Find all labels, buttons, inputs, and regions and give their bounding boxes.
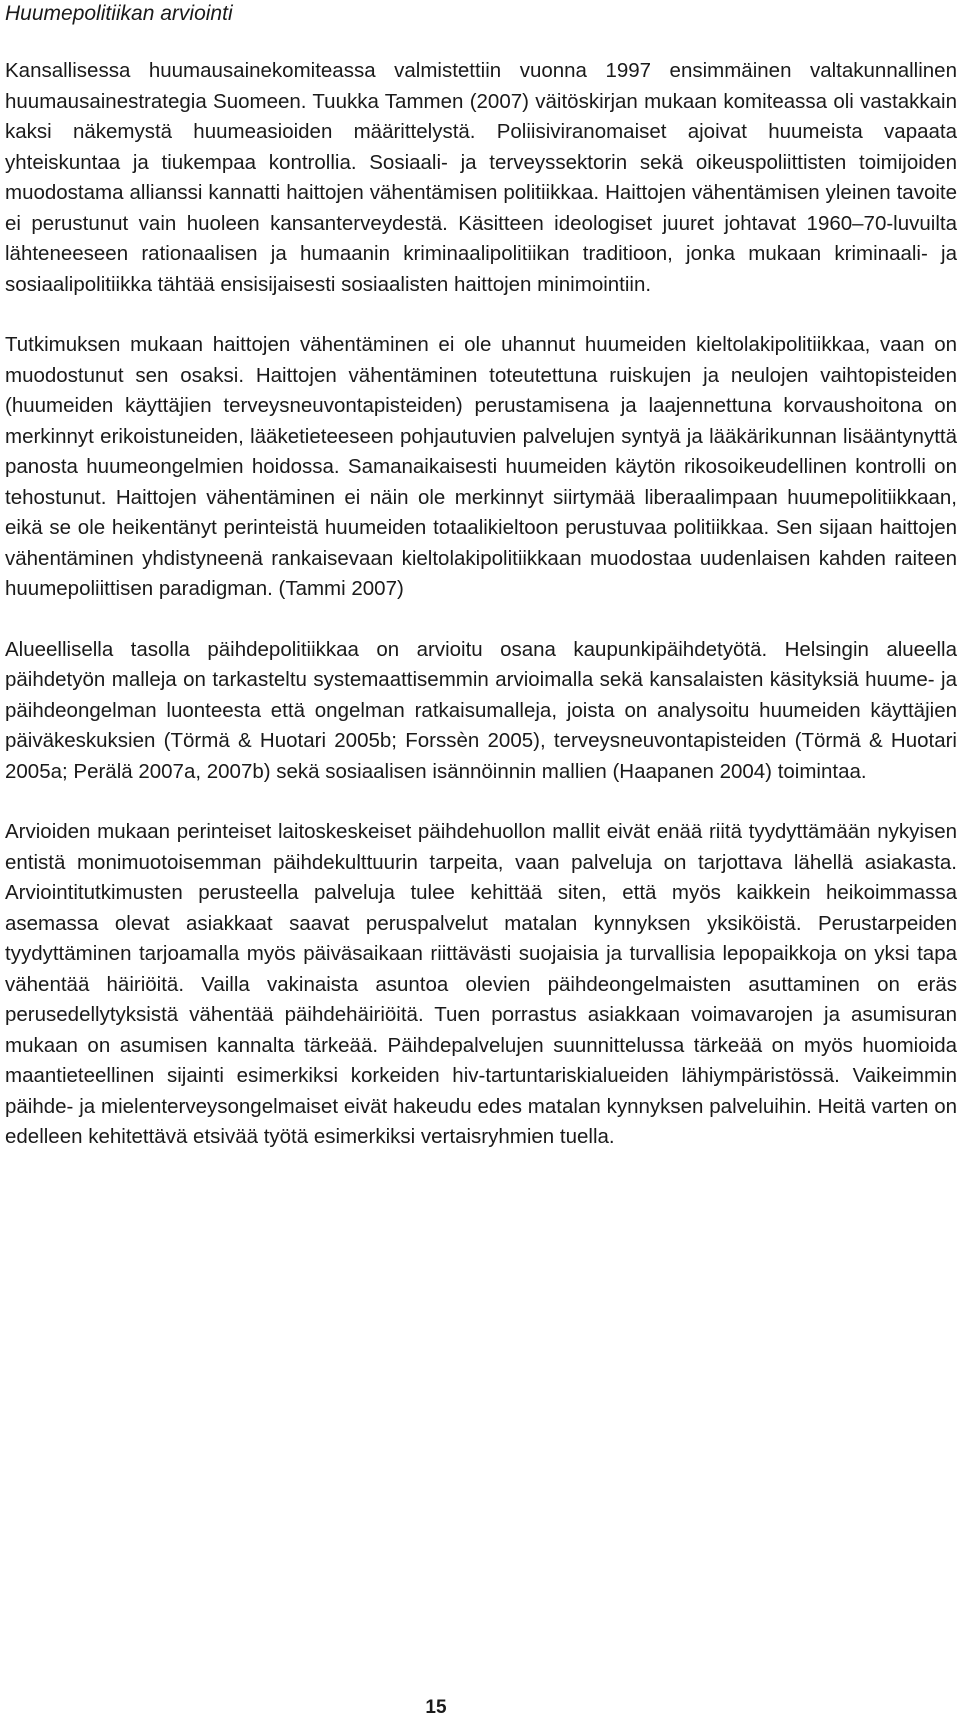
paragraph-2: Tutkimuksen mukaan haittojen vähentäminen ei ole uhannut huumeiden kieltolakipolitiikkaa, vaan on muodostunut sen osaksi. Haittojen vähentäminen toteutettuna ruiskujen ja neulojen vaihtopisteiden (huumeiden käyttäjien terveysneuvontapisteiden) perustamisena ja laajennettuna korvaushoitona on merkinnyt erikoistuneiden, lääketieteeseen pohjautuvien palvelujen syntyä ja lääkärikunnan lisääntynyttä panosta huumeongelmien hoidossa. Samanaikaisesti huumeiden käytön rikosoikeudellinen kontrolli on tehostunut. Haittojen vähentäminen ei näin ole merkinnyt siirtymää liberaalimpaan huumepolitiikkaan, eikä se ole heikentänyt perinteistä huumeiden totaalikieltoon perustuvaa politiikkaa. Sen sijaan haittojen vähentäminen yhdistyneenä rankaisevaan kieltolakipolitiikkaan muodostaa uudenlaisen kahden raiteen huumepoliittisen paradigman. (Tammi 2007) (5, 333, 957, 600)
body-text (5, 56, 957, 1153)
page-number: 15 (425, 1697, 447, 1718)
section-heading: Huumepolitiikan arviointi (5, 2, 233, 25)
paragraph-4: Arvioiden mukaan perinteiset laitoskeskeiset päihdehuollon mallit eivät enää riitä tyydyttämään nykyisen entistä monimuotoisemman päihdekulttuurin tarpeita, vaan palveluja on tarjottava lähellä asiakasta. Arviointitutkimusten perusteella palveluja tulee kehittää siten, että myös kaikkein heikoimmassa asemassa olevat asiakkaat saavat peruspalvelut matalan kynnyksen yksiköistä. Perustarpeiden tyydyttäminen tarjoamalla myös päiväsaikaan riittävästi suojaisia ja turvallisia lepopaikkoja on yksi tapa vähentää häiriöitä. Vailla vakinaista asuntoa olevien päihdeongelmaisten asuttaminen on eräs perusedellytyksistä vähentää päihdehäiriöitä. Tuen porrastus asiakkaan voimavarojen ja asumisuran mukaan on asumisen kannalta tärkeää. Päihdepalvelujen suunnittelussa tärkeää on myös huomioida maantieteellinen sijainti esimerkiksi korkeiden hiv-tartuntariskialueiden lähiympäristössä. Vaikeimmin päihde- ja mielenterveysongelmaiset eivät hakeudu edes matalan kynnyksen palveluihin. Heitä varten on edelleen kehitettävä etsivää työtä esimerkiksi vertaisryhmien tuella. (5, 820, 957, 1148)
paragraph-1: Kansallisessa huumausainekomiteassa valmistettiin vuonna 1997 ensimmäinen valtakunnallinen huumausainestrategia Suomeen. Tuukka Tammen (2007) väitöskirjan mukaan komiteassa oli vastakkain kaksi näkemystä huumeasioiden määrittelystä. Poliisiviranomaiset ajoivat huumeista vapaata yhteiskuntaa ja tiukempaa kontrollia. Sosiaali- ja terveyssektorin sekä oikeuspoliittisten toimijoiden muodostama allianssi kannatti haittojen vähentämisen politiikkaa. Haittojen vähentämisen yleinen tavoite ei perustunut vain huoleen kansanterveydestä. Käsitteen ideologiset juuret johtavat 1960–70-luvuilta lähteneeseen rationaalisen ja humaanin kriminaalipolitiikan traditioon, jonka mukaan kriminaali- ja sosiaalipolitiikka tähtää ensisijaisesti sosiaalisten haittojen minimointiin. (5, 59, 957, 296)
paragraph-3: Alueellisella tasolla päihdepolitiikkaa on arvioitu osana kaupunkipäihdetyötä. Helsingin alueella päihdetyön malleja on tarkasteltu systemaattisemmin arvioimalla sekä kansalaisten käsityksiä huume- ja päihdeongelman luonteesta että ongelman ratkaisumalleja, joista on analysoitu huumeiden käyttäjien päiväkeskuksien (Törmä & Huotari 2005b; Forssèn 2005), terveysneuvontapisteiden (Törmä & Huotari 2005a; Perälä 2007a, 2007b) sekä sosiaalisen isännöinnin mallien (Haapanen 2004) toimintaa. (5, 637, 957, 783)
